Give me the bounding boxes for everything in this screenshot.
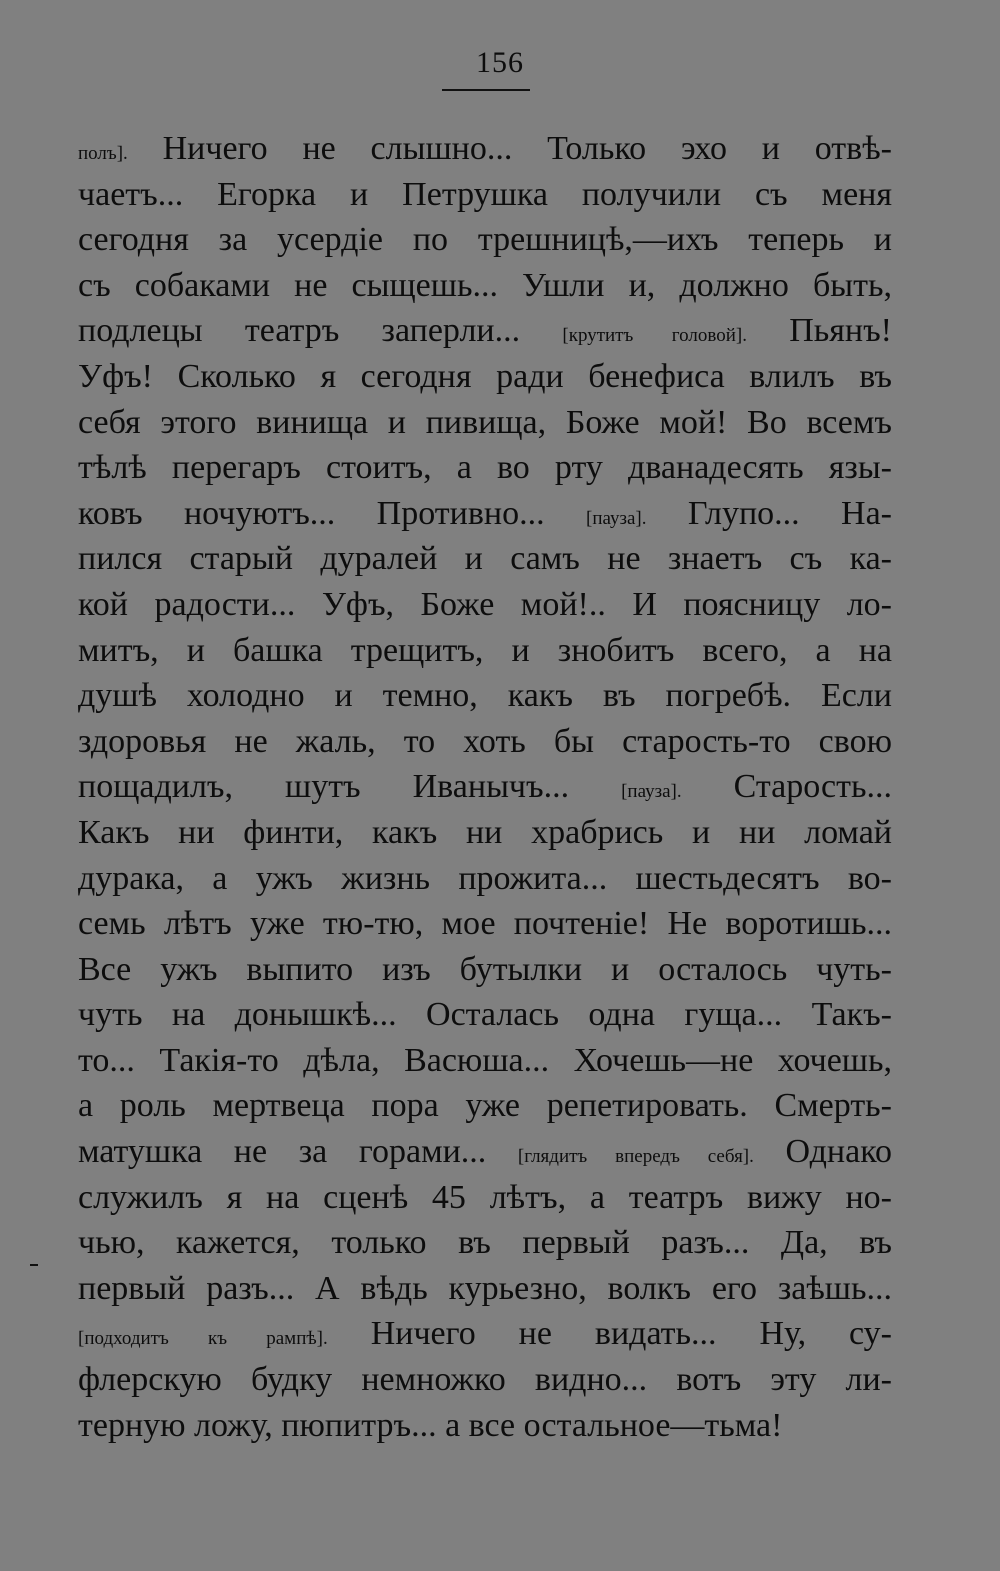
text-segment: то... Такія-то дѣла, Васюша... Хочешь—не хочешь, — [78, 1041, 892, 1079]
text-line — [78, 992, 892, 1038]
text-segment: съ собаками не сыщешь... Ушли и, должно быть, — [78, 266, 892, 304]
margin-mark — [30, 1264, 38, 1266]
text-segment: подлецы театръ заперли... — [78, 312, 563, 350]
stage-direction: [пауза]. — [586, 507, 647, 529]
text-segment: чаетъ... Егорка и Петрушка получили съ меня — [78, 175, 892, 213]
text-line — [78, 172, 892, 218]
stage-direction: [подходитъ къ рампѣ]. — [78, 1328, 328, 1350]
text-segment: Ничего не видать... Ну, су- — [327, 1315, 892, 1353]
text-segment: терную ложу, пюпитръ... а все остальное—тьма! — [78, 1406, 783, 1444]
stage-direction: [крутитъ головой]. — [562, 325, 747, 347]
text-segment: Уфъ! Сколько я сегодня ради бенефиса влилъ въ — [78, 357, 892, 395]
text-segment: а роль мертвеца пора уже репетировать. Смерть- — [78, 1087, 892, 1125]
text-segment: Все ужъ выпито изъ бутылки и осталось чуть- — [78, 950, 892, 988]
text-line — [78, 582, 892, 628]
text-segment: пощадилъ, шутъ Иванычъ... — [78, 768, 622, 806]
text-line — [78, 126, 892, 172]
text-segment: здоровья не жаль, то хоть бы старость-то свою — [78, 722, 892, 760]
text-line — [78, 810, 892, 856]
text-line — [78, 856, 892, 902]
text-line — [78, 491, 892, 537]
text-segment: кой радости... Уфъ, Боже мой!.. И поясницу ло- — [78, 585, 892, 623]
body-text — [78, 126, 892, 1448]
text-line — [78, 308, 892, 354]
text-segment: дурака, а ужъ жизнь прожита... шестьдесятъ во- — [78, 859, 892, 897]
text-segment: душѣ холодно и темно, какъ въ погребѣ. Если — [78, 677, 892, 715]
text-line — [78, 1129, 892, 1175]
text-segment: служилъ я на сценѣ 45 лѣтъ, а театръ вижу но- — [78, 1178, 892, 1216]
text-segment: чью, кажется, только въ первый разъ... Да, въ — [78, 1224, 892, 1262]
stage-direction: [пауза]. — [621, 781, 682, 803]
text-line — [78, 445, 892, 491]
text-line — [78, 536, 892, 582]
text-segment: митъ, и башка трещитъ, и знобитъ всего, а на — [78, 631, 892, 669]
text-line — [78, 1403, 892, 1449]
text-segment: флерскую будку немножко видно... вотъ эту ли- — [78, 1361, 892, 1399]
text-line — [78, 217, 892, 263]
text-segment: семь лѣтъ уже тю-тю, мое почтеніе! Не воротишь... — [78, 905, 892, 943]
text-line — [78, 1357, 892, 1403]
text-segment: пился старый дуралей и самъ не знаетъ съ ка- — [78, 540, 892, 578]
text-segment: тѣлѣ перегаръ стоитъ, а во рту дванадесять язы- — [78, 449, 892, 487]
text-line — [78, 400, 892, 446]
text-line — [78, 947, 892, 993]
text-line — [78, 1038, 892, 1084]
text-line — [78, 263, 892, 309]
text-segment: Старость... — [681, 768, 892, 806]
text-segment: Однако — [753, 1133, 892, 1171]
text-line — [78, 673, 892, 719]
text-line — [78, 764, 892, 810]
text-segment: сегодня за усердіе по трешницѣ,—ихъ теперь и — [78, 221, 892, 259]
text-line — [78, 628, 892, 674]
stage-direction: полъ]. — [78, 143, 128, 164]
text-segment: Глупо... На- — [646, 494, 892, 532]
stage-direction: [глядитъ впередъ себя]. — [517, 1146, 754, 1168]
text-line — [78, 1266, 892, 1312]
text-line — [78, 901, 892, 947]
text-segment: матушка не за горами... — [78, 1133, 518, 1171]
text-line — [78, 719, 892, 765]
text-segment: Какъ ни финти, какъ ни храбрись и ни ломай — [78, 813, 892, 851]
text-segment: Ничего не слышно... Только эхо и отвѣ- — [127, 130, 892, 167]
text-line — [78, 1220, 892, 1266]
text-segment: первый разъ... А вѣдь курьезно, волкъ его заѣшь... — [78, 1269, 892, 1307]
text-line — [78, 1311, 892, 1357]
text-line — [78, 1175, 892, 1221]
page-number: 156 — [476, 46, 524, 79]
text-segment: Пьянъ! — [746, 312, 892, 350]
text-segment: чуть на донышкѣ... Осталась одна гуща... Такъ- — [78, 996, 892, 1034]
text-line — [78, 1083, 892, 1129]
text-segment: себя этого винища и пивища, Боже мой! Во всемъ — [78, 403, 892, 441]
text-line — [78, 354, 892, 400]
page-number-rule — [442, 89, 530, 91]
text-segment: ковъ ночуютъ... Противно... — [78, 494, 586, 532]
